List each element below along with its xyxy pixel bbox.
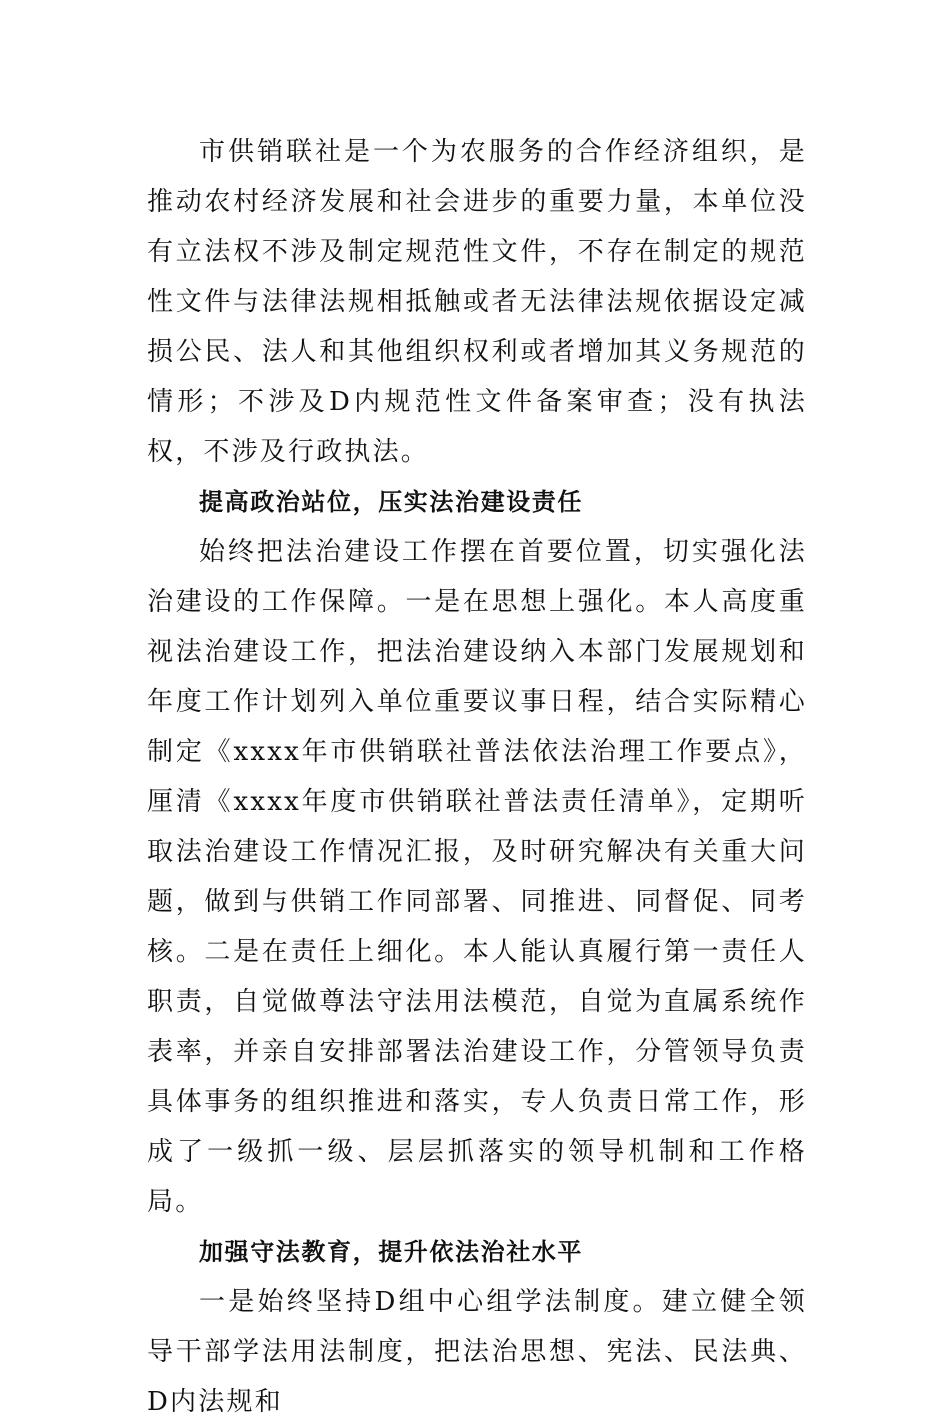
paragraph-education: 一是始终坚持D组中心组学法制度。建立健全领导干部学法用法制度，把法治思想、宪法、民法典、D内法规和 bbox=[147, 1287, 807, 1417]
section-heading-responsibility: 提高政治站位，压实法治建设责任 bbox=[199, 487, 583, 516]
paragraph-responsibility: 始终把法治建设工作摆在首要位置，切实强化法治建设的工作保障。一是在思想上强化。本人高度重视法治建设工作，把法治建设纳入本部门发展规划和年度工作计划列入单位重要议事日程，结合实际精心制定《xxxx年市供销联社普法依法治理工作要点》，厘清《xxxx年度市供销联社普法责任清单》，定期听取法治建设工作情况汇报，及时研究解决有关重大问题，做到与供销工作同部署、同推进、同督促、同考核。二是在责任上细化。本人能认真履行第一责任人职责，自觉做尊法守法用法模范，自觉为直属系统作表率，并亲自安排部署法治建设工作，分管领导负责具体事务的组织推进和落实，专人负责日常工作，形成了一级抓一级、层层抓落实的领导机制和工作格局。 bbox=[147, 537, 807, 1217]
paragraph-intro: 市供销联社是一个为农服务的合作经济组织，是推动农村经济发展和社会进步的重要力量，本单位没有立法权不涉及制定规范性文件，不存在制定的规范性文件与法律法规相抵触或者无法律法规依据设定减损公民、法人和其他组织权利或者增加其义务规范的情形；不涉及D内规范性文件备案审查；没有执法权，不涉及行政执法。 bbox=[147, 137, 807, 467]
document-body bbox=[147, 127, 807, 1427]
section-heading-education: 加强守法教育，提升依法治社水平 bbox=[199, 1237, 583, 1266]
